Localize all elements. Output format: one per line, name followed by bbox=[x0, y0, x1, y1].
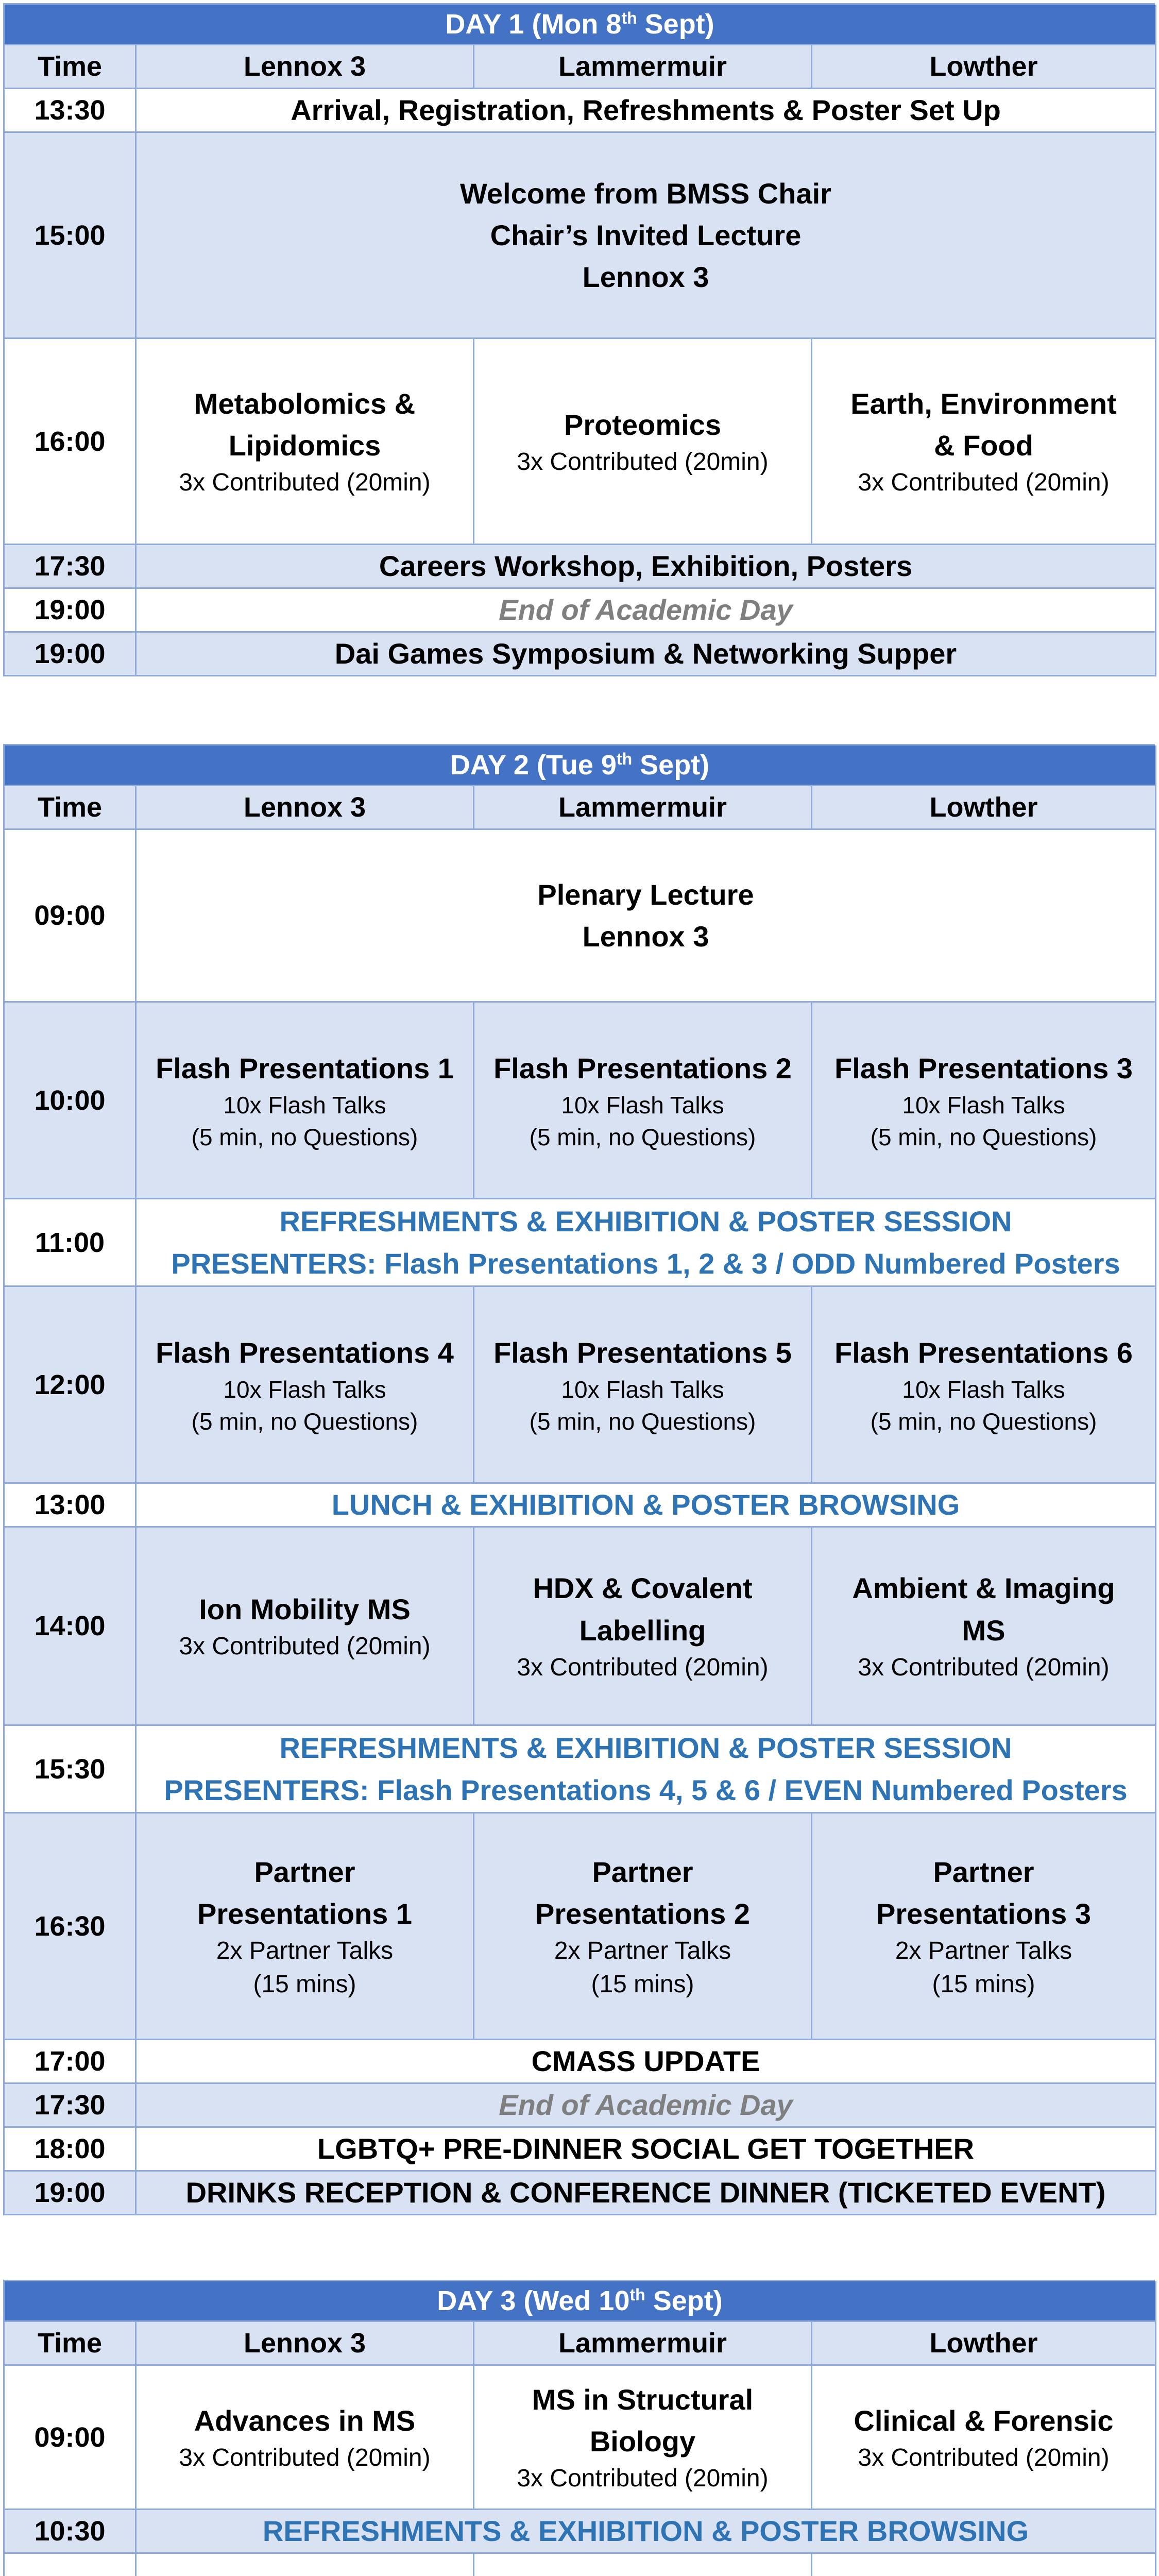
col-header-time: Time bbox=[5, 786, 137, 830]
session-metabolomics bbox=[137, 339, 474, 545]
session-cmass: CMASS UPDATE bbox=[137, 2040, 1156, 2084]
session-title: Advances in MS bbox=[194, 2404, 416, 2437]
session-line: REFRESHMENTS & EXHIBITION & POSTER SESSION bbox=[279, 1732, 1012, 1765]
session-partner-1 bbox=[137, 1814, 474, 2040]
session-subtitle: 10x Flash Talks bbox=[902, 1092, 1065, 1118]
col-header-lammermuir: Lammermuir bbox=[474, 2322, 812, 2366]
session-earth-environment bbox=[812, 339, 1156, 545]
session-subtitle: 3x Contributed (20min) bbox=[858, 1653, 1110, 1681]
session-subtitle: (5 min, no Questions) bbox=[870, 1124, 1097, 1151]
col-header-lowther: Lowther bbox=[812, 786, 1156, 830]
session-subtitle: (5 min, no Questions) bbox=[191, 1124, 418, 1151]
session-subtitle: (15 mins) bbox=[591, 1970, 694, 1998]
session-title: Lipidomics bbox=[228, 429, 381, 462]
session-dai-games: Dai Games Symposium & Networking Supper bbox=[137, 633, 1156, 676]
session-line: Chair’s Invited Lecture bbox=[490, 218, 802, 251]
time-cell: 16:30 bbox=[5, 1814, 137, 2040]
day1-table bbox=[3, 3, 1155, 676]
session-line: Lennox 3 bbox=[582, 920, 709, 953]
day2-table bbox=[3, 744, 1155, 2215]
session-flash-5 bbox=[474, 1287, 812, 1484]
session-line: Lennox 3 bbox=[582, 261, 709, 294]
time-cell: 12:00 bbox=[5, 1287, 137, 1484]
session-subtitle: 3x Contributed (20min) bbox=[517, 2465, 769, 2493]
session-refreshments: REFRESHMENTS & EXHIBITION & POSTER BROWSING bbox=[137, 2510, 1156, 2554]
session-title: Flash Presentations 2 bbox=[493, 1052, 792, 1084]
session-subtitle: (5 min, no Questions) bbox=[191, 1408, 418, 1435]
session-conference-dinner: DRINKS RECEPTION & CONFERENCE DINNER (TICKETED EVENT) bbox=[137, 2172, 1156, 2215]
session-subtitle: 10x Flash Talks bbox=[561, 1092, 724, 1118]
col-header-lennox: Lennox 3 bbox=[137, 786, 474, 830]
session-subtitle: 3x Contributed (20min) bbox=[179, 1633, 431, 1660]
time-cell: 09:00 bbox=[5, 2366, 137, 2510]
session-subtitle: (15 mins) bbox=[253, 1970, 356, 1998]
session-title: Clinical & Forensic bbox=[854, 2404, 1114, 2437]
session-poster-even bbox=[137, 1726, 1156, 1814]
session-line: PRESENTERS: Flash Presentations 4, 5 & 6 / EVEN Numbered Posters bbox=[164, 1773, 1128, 1806]
time-cell: 17:30 bbox=[5, 545, 137, 589]
session-title: Ambient & Imaging bbox=[852, 1572, 1115, 1605]
session-flash-2 bbox=[474, 1003, 812, 1199]
time-cell: 10:30 bbox=[5, 2510, 137, 2554]
session-end-academic-day: End of Academic Day bbox=[137, 589, 1156, 633]
session-welcome bbox=[137, 133, 1156, 339]
col-header-lammermuir: Lammermuir bbox=[474, 45, 812, 89]
session-arrival: Arrival, Registration, Refreshments & Poster Set Up bbox=[137, 89, 1156, 133]
session-subtitle: (5 min, no Questions) bbox=[529, 1408, 756, 1435]
session-line: PRESENTERS: Flash Presentations 1, 2 & 3 / ODD Numbered Posters bbox=[171, 1247, 1120, 1280]
session-line: Welcome from BMSS Chair bbox=[460, 177, 831, 210]
session-subtitle: 10x Flash Talks bbox=[223, 1376, 386, 1403]
session-clinical-forensic bbox=[812, 2366, 1156, 2510]
session-hdx bbox=[474, 1528, 812, 1726]
session-title: Labelling bbox=[579, 1614, 706, 1647]
session-subtitle: 3x Contributed (20min) bbox=[858, 2444, 1110, 2471]
session-partner-3 bbox=[812, 1814, 1156, 2040]
session-subtitle: 2x Partner Talks bbox=[895, 1937, 1072, 1964]
session-title: Partner bbox=[254, 1855, 355, 1888]
session-subtitle: (5 min, no Questions) bbox=[529, 1124, 756, 1151]
session-partner-2 bbox=[474, 1814, 812, 2040]
col-header-time: Time bbox=[5, 45, 137, 89]
session-flash-1 bbox=[137, 1003, 474, 1199]
session-lgbtq-social: LGBTQ+ PRE-DINNER SOCIAL GET TOGETHER bbox=[137, 2128, 1156, 2172]
day1-title: DAY 1 (Mon 8th Sept) bbox=[445, 9, 714, 40]
time-cell: 14:00 bbox=[5, 1528, 137, 1726]
session-ambient-imaging bbox=[812, 1528, 1156, 1726]
session-subtitle: 3x Contributed (20min) bbox=[858, 469, 1110, 497]
session-title: Earth, Environment bbox=[850, 387, 1117, 420]
time-cell: 16:00 bbox=[5, 339, 137, 545]
session-line: Plenary Lecture bbox=[537, 878, 754, 911]
time-cell: 13:30 bbox=[5, 89, 137, 133]
session-title: Flash Presentations 1 bbox=[156, 1052, 454, 1084]
session-subtitle: 2x Partner Talks bbox=[216, 1937, 394, 1964]
col-header-lammermuir: Lammermuir bbox=[474, 786, 812, 830]
time-cell bbox=[5, 2554, 137, 2576]
session-title: HDX & Covalent bbox=[533, 1572, 753, 1605]
session-title: Biology bbox=[589, 2425, 696, 2458]
time-cell: 09:00 bbox=[5, 830, 137, 1003]
session-title: Presentations 2 bbox=[535, 1897, 751, 1930]
session-flash-3 bbox=[812, 1003, 1156, 1199]
session-structural-biology bbox=[474, 2366, 812, 2510]
time-cell: 19:00 bbox=[5, 633, 137, 676]
time-cell: 17:30 bbox=[5, 2084, 137, 2128]
session-advances-ms bbox=[137, 2366, 474, 2510]
session-flash-4 bbox=[137, 1287, 474, 1484]
session-life-sciences bbox=[812, 2554, 1156, 2576]
session-subtitle: 3x Contributed (20min) bbox=[179, 469, 431, 497]
session-title: Flash Presentations 5 bbox=[493, 1336, 792, 1369]
time-cell: 17:00 bbox=[5, 2040, 137, 2084]
session-lunch: LUNCH & EXHIBITION & POSTER BROWSING bbox=[137, 1484, 1156, 1528]
session-plenary bbox=[137, 830, 1156, 1003]
col-header-lowther: Lowther bbox=[812, 2322, 1156, 2366]
time-cell: 11:00 bbox=[5, 1199, 137, 1287]
session-flash-6 bbox=[812, 1287, 1156, 1484]
session-title: Flash Presentations 6 bbox=[834, 1336, 1133, 1369]
session-title: Proteomics bbox=[564, 408, 721, 441]
session-subtitle: 2x Partner Talks bbox=[554, 1937, 731, 1964]
col-header-lennox: Lennox 3 bbox=[137, 2322, 474, 2366]
time-cell: 19:00 bbox=[5, 589, 137, 633]
session-subtitle: 10x Flash Talks bbox=[902, 1376, 1065, 1403]
col-header-lennox: Lennox 3 bbox=[137, 45, 474, 89]
session-subtitle: 3x Contributed (20min) bbox=[517, 448, 769, 476]
session-title: Partner bbox=[592, 1855, 693, 1888]
session-title: Flash Presentations 4 bbox=[156, 1336, 454, 1369]
time-cell: 13:00 bbox=[5, 1484, 137, 1528]
session-end-academic-day: End of Academic Day bbox=[137, 2084, 1156, 2128]
day2-title: DAY 2 (Tue 9th Sept) bbox=[450, 750, 710, 781]
session-title: & Food bbox=[934, 429, 1033, 462]
session-proteomics bbox=[474, 339, 812, 545]
time-cell: 19:00 bbox=[5, 2172, 137, 2215]
session-subtitle: 3x Contributed (20min) bbox=[179, 2444, 431, 2471]
session-subtitle: (5 min, no Questions) bbox=[870, 1408, 1097, 1435]
col-header-lowther: Lowther bbox=[812, 45, 1156, 89]
time-cell: 15:30 bbox=[5, 1726, 137, 1814]
day3-title: DAY 3 (Wed 10th Sept) bbox=[437, 2285, 723, 2316]
day3-table bbox=[3, 2280, 1155, 2576]
session-title: Ion Mobility MS bbox=[199, 1593, 411, 1625]
session-ion-mobility bbox=[137, 1528, 474, 1726]
session-line: REFRESHMENTS & EXHIBITION & POSTER SESSION bbox=[279, 1205, 1012, 1238]
session-subtitle: 3x Contributed (20min) bbox=[517, 1653, 769, 1681]
time-cell: 18:00 bbox=[5, 2128, 137, 2172]
session-title: Presentations 3 bbox=[876, 1897, 1092, 1930]
session-small-molecules bbox=[137, 2554, 474, 2576]
session-poster-odd bbox=[137, 1199, 1156, 1287]
session-subtitle: (15 mins) bbox=[932, 1970, 1035, 1998]
session-title: MS in Structural bbox=[532, 2383, 754, 2416]
session-title: Metabolomics & bbox=[194, 387, 416, 420]
session-title: Presentations 1 bbox=[197, 1897, 413, 1930]
session-title: Flash Presentations 3 bbox=[834, 1052, 1133, 1084]
session-subtitle: 10x Flash Talks bbox=[223, 1092, 386, 1118]
session-title: MS bbox=[962, 1614, 1005, 1647]
session-subtitle: 10x Flash Talks bbox=[561, 1376, 724, 1403]
day1-header bbox=[5, 5, 1156, 45]
session-title: Partner bbox=[933, 1855, 1034, 1888]
day2-header bbox=[5, 745, 1156, 786]
col-header-time: Time bbox=[5, 2322, 137, 2366]
time-cell: 15:00 bbox=[5, 133, 137, 339]
day3-header bbox=[5, 2281, 1156, 2322]
session-biopharmaceuticals bbox=[474, 2554, 812, 2576]
session-careers: Careers Workshop, Exhibition, Posters bbox=[137, 545, 1156, 589]
time-cell: 10:00 bbox=[5, 1003, 137, 1199]
